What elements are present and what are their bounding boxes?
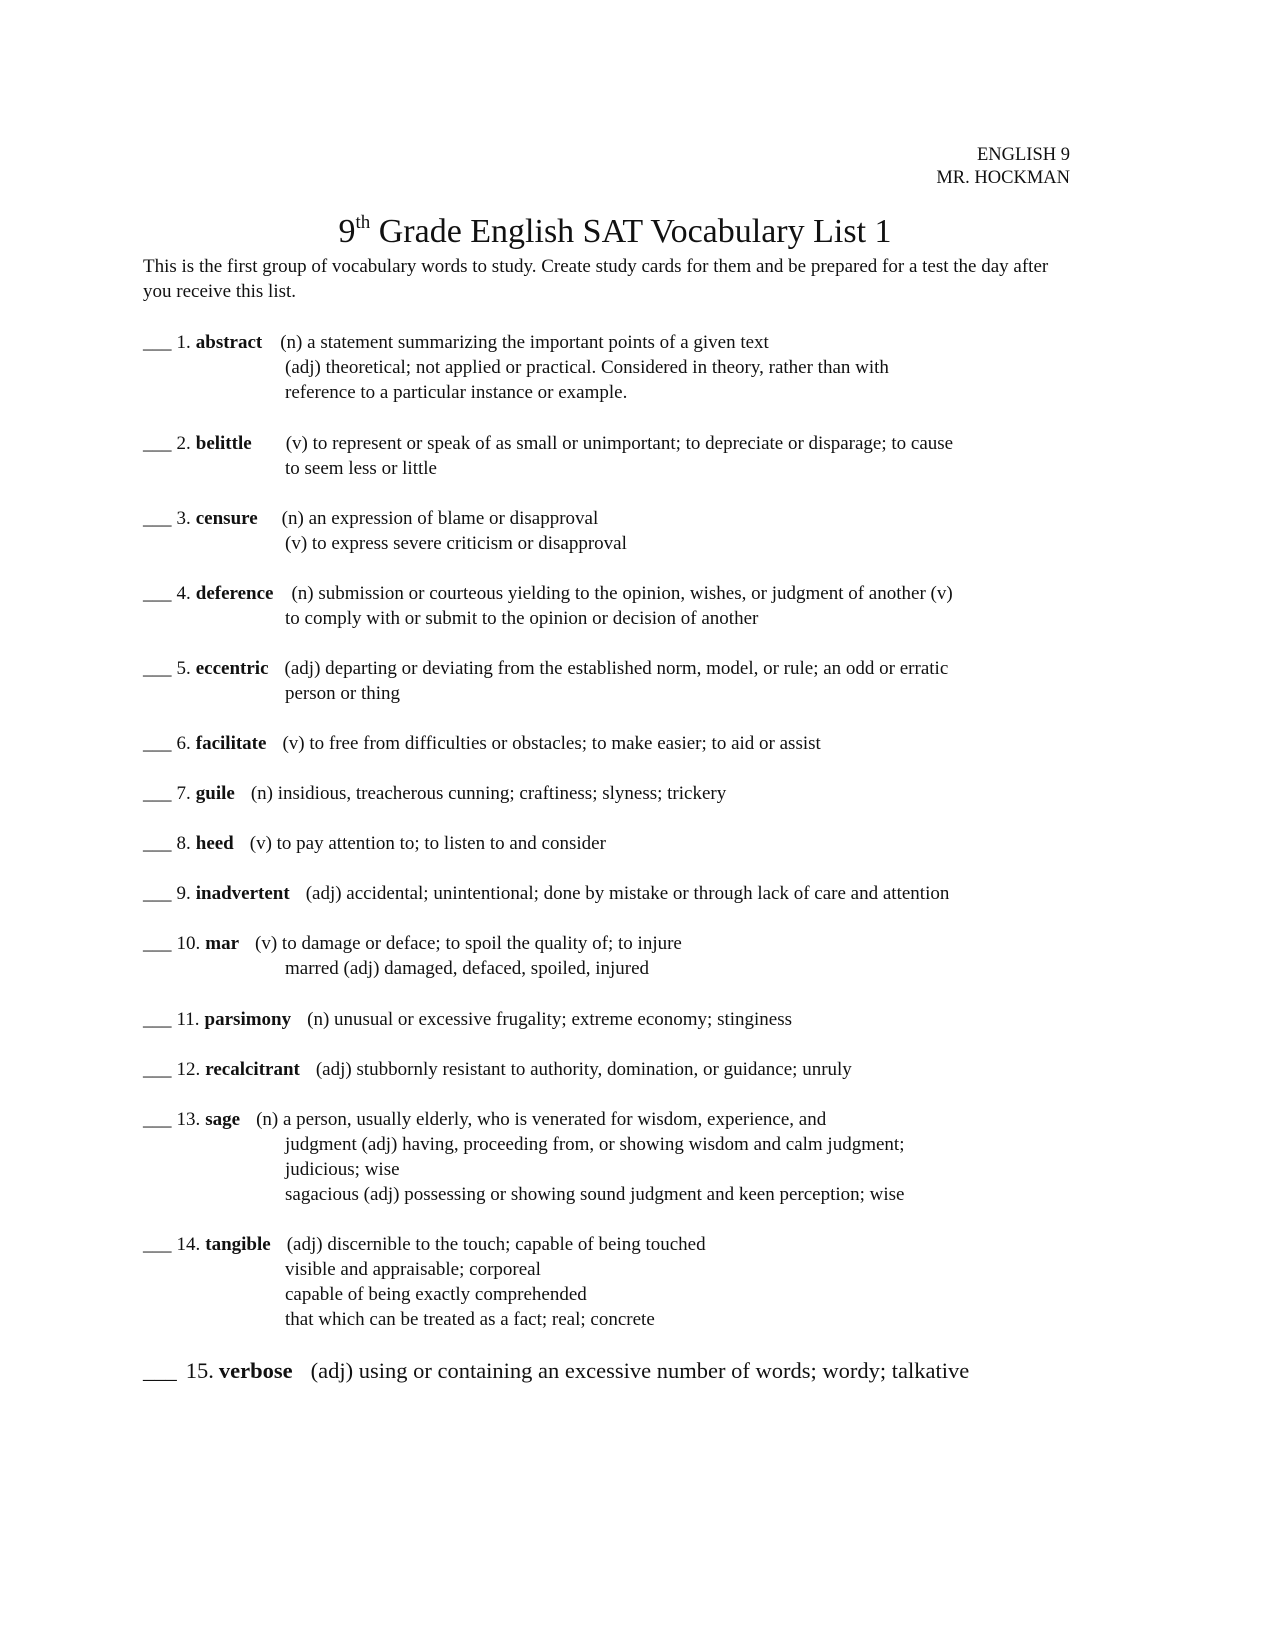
- vocab-term: parsimony: [204, 1009, 292, 1030]
- definition-text: (adj) using or containing an excessive number of words; wordy; talkative: [310, 1358, 970, 1383]
- course-header: [936, 144, 1070, 190]
- title-rest: Grade English SAT Vocabulary List 1: [370, 213, 892, 250]
- answer-blank: ___: [143, 658, 172, 679]
- definition-continuation: marred (adj) damaged, defaced, spoiled, injured: [285, 958, 650, 979]
- definition-text: (n) unusual or excessive frugality; extreme economy; stinginess: [307, 1009, 793, 1030]
- definition-continuation: (v) to express severe criticism or disapproval: [285, 533, 627, 554]
- vocab-term: recalcitrant: [205, 1059, 300, 1080]
- answer-blank: ___: [143, 1234, 172, 1255]
- definition-text: (adj) accidental; unintentional; done by mistake or through lack of care and attention: [305, 883, 950, 904]
- vocab-entry-censure: [143, 506, 1093, 556]
- vocab-entry-deference: [143, 581, 1093, 631]
- definition-text: (adj) discernible to the touch; capable of being touched: [286, 1234, 706, 1255]
- vocab-entry-mar: [143, 931, 1093, 981]
- vocab-term: tangible: [205, 1234, 271, 1255]
- answer-blank: ___: [143, 508, 172, 529]
- entry-number: 5.: [176, 658, 191, 679]
- teacher-name: MR. HOCKMAN: [936, 168, 1070, 188]
- vocab-term: heed: [195, 833, 234, 854]
- vocab-term: belittle: [195, 433, 252, 454]
- entry-number: 8.: [176, 833, 191, 854]
- entry-number: 14.: [176, 1234, 201, 1255]
- definition-continuation: judgment (adj) having, proceeding from, or showing wisdom and calm judgment;: [285, 1134, 905, 1155]
- title-superscript: th: [355, 212, 371, 233]
- title-prefix: 9: [338, 213, 356, 250]
- vocab-term: guile: [195, 783, 235, 804]
- entry-number: 13.: [176, 1109, 201, 1130]
- definition-text: (v) to represent or speak of as small or unimportant; to depreciate or disparage; to cause: [285, 433, 954, 454]
- definition-continuation: reference to a particular instance or example.: [285, 382, 628, 403]
- definition-text: (v) to damage or deface; to spoil the quality of; to injure: [255, 933, 682, 954]
- vocab-entry-heed: [143, 831, 1093, 856]
- entry-number: 10.: [176, 933, 201, 954]
- vocab-entry-eccentric: [143, 656, 1093, 706]
- vocab-term: verbose: [218, 1358, 293, 1383]
- answer-blank: ___: [143, 833, 172, 854]
- answer-blank: ___: [143, 1059, 172, 1080]
- vocab-entry-recalcitrant: [143, 1057, 1093, 1082]
- vocab-entry-verbose: [143, 1357, 1093, 1385]
- answer-blank: ___: [143, 332, 172, 353]
- vocab-term: inadvertent: [195, 883, 290, 904]
- entry-number: 12.: [176, 1059, 201, 1080]
- entry-number: 15.: [185, 1358, 214, 1383]
- answer-blank: ___: [143, 933, 172, 954]
- answer-blank: ___: [143, 1358, 177, 1383]
- definition-continuation: (adj) theoretical; not applied or practical. Considered in theory, rather than with: [285, 357, 889, 378]
- vocab-term: mar: [205, 933, 240, 954]
- vocab-entry-guile: [143, 781, 1093, 806]
- entry-number: 11.: [176, 1009, 200, 1030]
- definition-text: (n) a person, usually elderly, who is venerated for wisdom, experience, and: [256, 1109, 827, 1130]
- answer-blank: ___: [143, 433, 172, 454]
- vocab-entry-inadvertent: [143, 881, 1093, 906]
- answer-blank: ___: [143, 1009, 172, 1030]
- intro-paragraph: This is the first group of vocabulary words to study. Create study cards for them and be prepared for a test the day after you receive this list.: [143, 256, 1049, 302]
- entry-number: 4.: [176, 583, 191, 604]
- answer-blank: ___: [143, 583, 172, 604]
- vocab-term: abstract: [195, 332, 263, 353]
- definition-continuation: visible and appraisable; corporeal: [285, 1259, 541, 1280]
- vocab-term: deference: [195, 583, 274, 604]
- vocab-entry-parsimony: [143, 1007, 1093, 1032]
- definition-continuation: to comply with or submit to the opinion or decision of another: [285, 608, 759, 629]
- definition-continuation: judicious; wise: [285, 1159, 400, 1180]
- vocab-term: censure: [195, 508, 258, 529]
- entry-number: 9.: [176, 883, 191, 904]
- vocab-term: facilitate: [195, 733, 267, 754]
- answer-blank: ___: [143, 1109, 172, 1130]
- vocab-entry-facilitate: [143, 731, 1093, 756]
- page-title: [0, 210, 1230, 254]
- definition-continuation: that which can be treated as a fact; real; concrete: [285, 1309, 655, 1330]
- definition-continuation: sagacious (adj) possessing or showing sound judgment and keen perception; wise: [285, 1184, 905, 1205]
- vocab-entry-sage: [143, 1107, 1093, 1207]
- definition-text: (adj) stubbornly resistant to authority, domination, or guidance; unruly: [315, 1059, 852, 1080]
- answer-blank: ___: [143, 783, 172, 804]
- vocab-entry-abstract: [143, 330, 1093, 405]
- definition-text: (adj) departing or deviating from the established norm, model, or rule; an odd or erratic: [284, 658, 949, 679]
- entry-number: 7.: [176, 783, 191, 804]
- definition-text: (v) to pay attention to; to listen to and consider: [249, 833, 606, 854]
- definition-text: (n) a statement summarizing the important points of a given text: [280, 332, 769, 353]
- answer-blank: ___: [143, 883, 172, 904]
- answer-blank: ___: [143, 733, 172, 754]
- definition-text: (n) an expression of blame or disapproval: [281, 508, 599, 529]
- vocab-term: sage: [205, 1109, 241, 1130]
- vocab-term: eccentric: [195, 658, 269, 679]
- definition-text: (n) insidious, treacherous cunning; craftiness; slyness; trickery: [250, 783, 727, 804]
- entry-number: 6.: [176, 733, 191, 754]
- definition-continuation: capable of being exactly comprehended: [285, 1284, 587, 1305]
- entry-number: 1.: [176, 332, 191, 353]
- course-name: ENGLISH 9: [976, 145, 1070, 165]
- definition-continuation: to seem less or little: [285, 458, 437, 479]
- definition-text: (v) to free from difficulties or obstacles; to make easier; to aid or assist: [282, 733, 821, 754]
- entry-number: 3.: [176, 508, 191, 529]
- vocab-entry-belittle: [143, 431, 1093, 481]
- definition-continuation: person or thing: [285, 683, 401, 704]
- definition-text: (n) submission or courteous yielding to the opinion, wishes, or judgment of another (v): [291, 583, 953, 604]
- entry-number: 2.: [176, 433, 191, 454]
- vocab-entry-tangible: [143, 1232, 1093, 1332]
